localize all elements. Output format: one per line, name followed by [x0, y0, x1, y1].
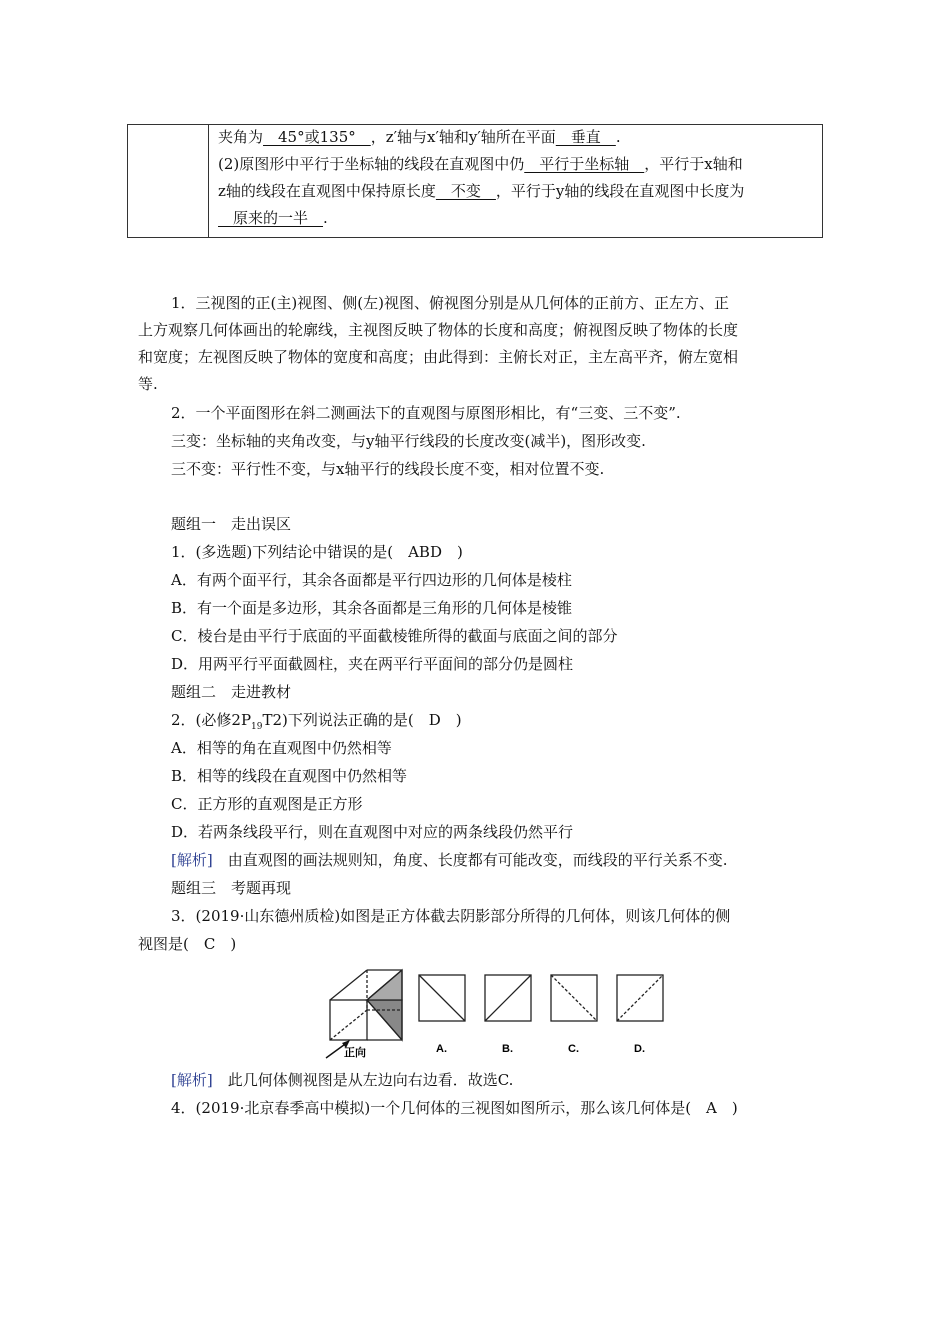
group3-analysis: [解析] 此几何体侧视图是从左边向右边看．故选C.: [171, 1071, 514, 1089]
summary-p1-line1: 1．三视图的正(主)视图、侧(左)视图、俯视图分别是从几何体的正前方、正左方、正: [171, 294, 729, 312]
group1-title: 题组一 走出误区: [171, 515, 292, 533]
group2-analysis: [解析] 由直观图的画法规则知，角度、长度都有可能改变，而线段的平行关系不变.: [171, 851, 728, 869]
cube-figure-svg: [320, 960, 680, 1062]
option-a-view: [419, 975, 465, 1021]
group2-option-b: B．相等的线段在直观图中仍然相等: [171, 767, 408, 785]
group3-q3-line1: 3．(2019·山东德州质检)如图是正方体截去阴影部分所得的几何体，则该几何体的侧: [171, 907, 731, 925]
summary-p3: 三变：坐标轴的夹角改变，与y轴平行线段的长度改变(减半)，图形改变.: [171, 432, 646, 450]
blank-parallel: 平行于坐标轴: [524, 155, 645, 173]
group1-option-c: C．棱台是由平行于底面的平面截棱锥所得的截面与底面之间的部分: [171, 627, 618, 645]
option-b-view: [485, 975, 531, 1021]
group2-option-d: D．若两条线段平行，则在直观图中对应的两条线段仍然平行: [171, 823, 574, 841]
cube-figure: [320, 960, 680, 1066]
group1-option-d: D．用两平行平面截圆柱，夹在两平行平面间的部分仍是圆柱: [171, 655, 574, 673]
option-d-label: D.: [634, 1043, 645, 1055]
truncated-cube-drawing: [330, 970, 402, 1040]
analysis-tag: [解析]: [171, 851, 213, 869]
summary-p1-line2: 上方观察几何体画出的轮廓线，主视图反映了物体的长度和高度；俯视图反映了物体的长度: [138, 321, 739, 339]
blank-unchanged: 不变: [435, 182, 496, 200]
table-row-2: (2)原图形中平行于坐标轴的线段在直观图中仍 平行于坐标轴 ，平行于x轴和: [218, 155, 743, 173]
table-row-4: 原来的一半 .: [218, 209, 328, 227]
group1-option-b: B．有一个面是多边形，其余各面都是三角形的几何体是棱锥: [171, 599, 573, 617]
option-c-view: [551, 975, 597, 1021]
group3-title: 题组三 考题再现: [171, 879, 292, 897]
group2-question: 2．(必修$2P_{19}T2$)下列说法正确的是( D ): [171, 711, 462, 732]
blank-half: 原来的一半: [218, 209, 324, 227]
table-row-1: 夹角为 45°或135° ，z′轴与x′轴和y′轴所在平面 垂直 .: [218, 128, 621, 146]
option-d-view: [617, 975, 663, 1021]
option-c-label: C.: [568, 1043, 579, 1055]
summary-p2: 2．一个平面图形在斜二测画法下的直观图与原图形相比，有“三变、三不变”.: [171, 404, 681, 422]
group3-q3-line2: 视图是( C ): [138, 935, 237, 953]
option-b-label: B.: [502, 1043, 513, 1055]
group2-option-a: A．相等的角在直观图中仍然相等: [171, 739, 392, 757]
option-a-label: A.: [436, 1043, 447, 1055]
blank-angle: 45°或135°: [263, 128, 371, 146]
group2-option-c: C．正方形的直观图是正方形: [171, 795, 363, 813]
table-row-3: z轴的线段在直观图中保持原长度 不变 ，平行于y轴的线段在直观图中长度为: [218, 182, 745, 200]
summary-p1-line3: 和宽度；左视图反映了物体的宽度和高度；由此得到：主俯长对正，主左高平齐，俯左宽相: [138, 348, 739, 366]
group1-option-a: A．有两个面平行，其余各面都是平行四边形的几何体是棱柱: [171, 571, 572, 589]
summary-p4: 三不变：平行性不变，与x轴平行的线段长度不变，相对位置不变.: [171, 460, 605, 478]
summary-p1-line4: 等.: [138, 375, 158, 393]
analysis-tag: [解析]: [171, 1071, 213, 1089]
blank-vertical: 垂直: [555, 128, 616, 146]
arrow-label: 正向: [344, 1047, 366, 1059]
group3-q4: 4．(2019·北京春季高中模拟)一个几何体的三视图如图所示，那么该几何体是( A ): [171, 1099, 738, 1117]
group2-title: 题组二 走进教材: [171, 683, 292, 701]
table-divider: [208, 125, 209, 237]
group1-question: 1．(多选题)下列结论中错误的是( ABD ): [171, 543, 463, 561]
